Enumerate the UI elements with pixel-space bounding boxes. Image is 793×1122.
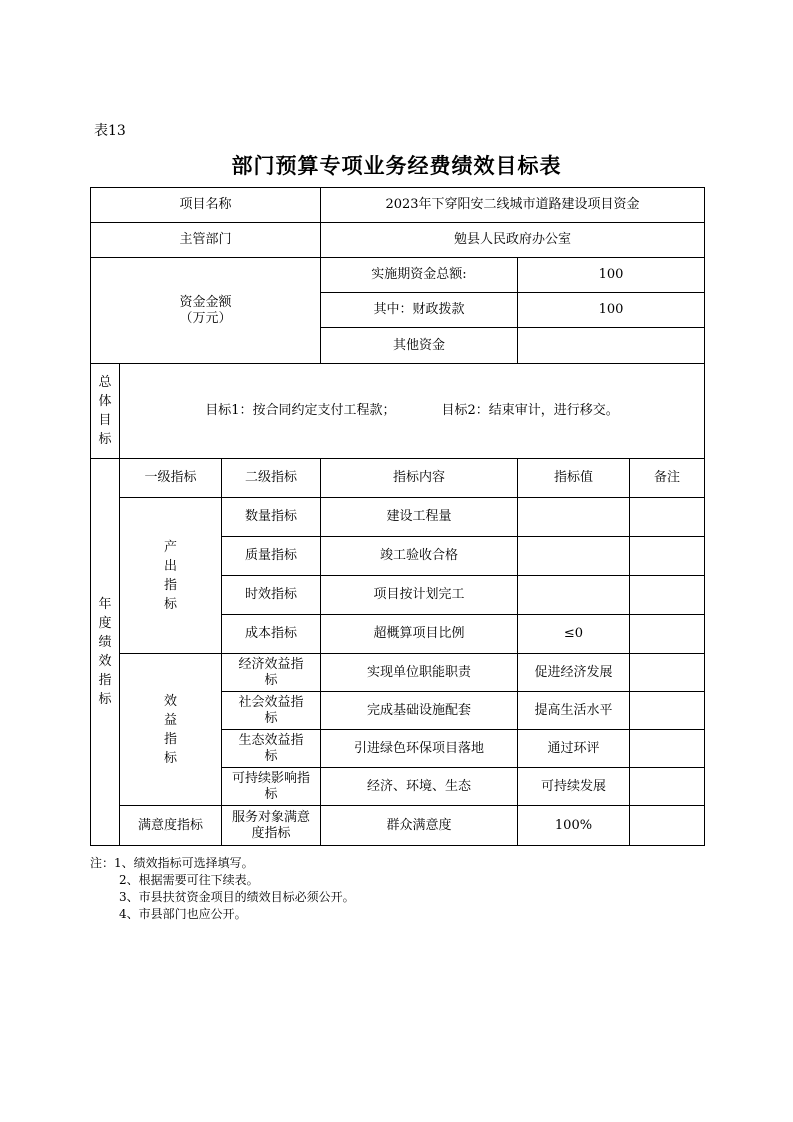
remark-cell — [630, 730, 705, 768]
level2-cell — [222, 692, 321, 730]
department-row — [91, 223, 705, 258]
funds-other-label: 其他资金 — [321, 328, 518, 364]
remark-cell — [630, 537, 705, 576]
content-cell: 项目按计划完工 — [321, 576, 518, 615]
project-name-row — [91, 188, 705, 223]
level2-text: 可持续影响指标 — [231, 770, 310, 802]
annual-indicator-label-cell — [91, 459, 120, 846]
overall-goal-row — [91, 364, 705, 459]
header-level1: 一级指标 — [120, 459, 222, 498]
level2-text: 生态效益指标 — [238, 732, 304, 764]
content-cell: 经济、环境、生态 — [321, 768, 518, 806]
value-cell: 通过环评 — [518, 730, 630, 768]
level2-cell: 质量指标 — [222, 537, 321, 576]
level2-text: 社会效益指标 — [238, 694, 304, 726]
content-cell: 群众满意度 — [321, 806, 518, 846]
header-value: 指标值 — [518, 459, 630, 498]
overall-goal-content — [120, 364, 705, 459]
benefit-indicator-label: 效益指标 — [164, 693, 178, 766]
performance-target-table — [90, 187, 705, 846]
annual-indicator-label: 年度绩效指标 — [98, 597, 112, 707]
output-indicator-label: 产出指标 — [164, 539, 178, 612]
note-line: 2、根据需要可往下续表。 — [119, 873, 259, 887]
remark-cell — [630, 615, 705, 654]
funds-label: 资金金额 — [179, 294, 232, 310]
funds-other-value — [518, 328, 705, 364]
remark-cell — [630, 692, 705, 730]
table-row — [91, 654, 705, 692]
notes — [90, 855, 355, 923]
note-line: 注：1、绩效指标可选择填写。 — [90, 856, 254, 870]
document-title: 部门预算专项业务经费绩效目标表 — [231, 154, 562, 178]
value-cell — [518, 537, 630, 576]
value-cell: 100% — [518, 806, 630, 846]
funds-total-label: 实施期资金总额: — [321, 258, 518, 293]
level2-text: 经济效益指标 — [238, 656, 304, 688]
level2-cell — [222, 768, 321, 806]
content-cell: 建设工程量 — [321, 498, 518, 537]
funds-unit: （万元） — [179, 310, 232, 326]
content-cell: 竣工验收合格 — [321, 537, 518, 576]
note-line: 4、市县部门也应公开。 — [119, 907, 247, 921]
value-cell — [518, 498, 630, 537]
goal-2: 目标2：结束审计，进行移交。 — [441, 403, 619, 418]
level2-cell — [222, 730, 321, 768]
level2-cell — [222, 654, 321, 692]
header-remark: 备注 — [630, 459, 705, 498]
satisfaction-row — [91, 806, 705, 846]
remark-cell — [630, 498, 705, 537]
remark-cell — [630, 654, 705, 692]
department-value: 勉县人民政府办公室 — [321, 223, 705, 258]
satisfaction-label: 满意度指标 — [120, 806, 222, 846]
level2-text: 服务对象满意度指标 — [231, 809, 310, 841]
goal-1: 目标1：按合同约定支付工程款； — [205, 403, 396, 418]
indicator-header-row — [91, 459, 705, 498]
header-level2: 二级指标 — [222, 459, 321, 498]
level2-cell — [222, 806, 321, 846]
value-cell: 促进经济发展 — [518, 654, 630, 692]
header-content: 指标内容 — [321, 459, 518, 498]
output-indicator-label-cell — [120, 498, 222, 654]
remark-cell — [630, 806, 705, 846]
project-name-label: 项目名称 — [91, 188, 321, 223]
content-cell: 实现单位职能职责 — [321, 654, 518, 692]
funds-fiscal-label: 其中：财政拨款 — [321, 293, 518, 328]
value-cell: ≤0 — [518, 615, 630, 654]
remark-cell — [630, 576, 705, 615]
funds-total-value: 100 — [518, 258, 705, 293]
value-cell: 可持续发展 — [518, 768, 630, 806]
overall-goal-label-cell — [91, 364, 120, 459]
note-line: 3、市县扶贫资金项目的绩效目标必须公开。 — [119, 890, 355, 904]
level2-cell: 数量指标 — [222, 498, 321, 537]
benefit-indicator-label-cell — [120, 654, 222, 806]
level2-cell: 成本指标 — [222, 615, 321, 654]
project-name-value: 2023年下穿阳安二线城市道路建设项目资金 — [321, 188, 705, 223]
overall-goal-label: 总体目标 — [98, 375, 112, 447]
funds-total-row — [91, 258, 705, 293]
content-cell: 引进绿色环保项目落地 — [321, 730, 518, 768]
department-label: 主管部门 — [91, 223, 321, 258]
content-cell: 超概算项目比例 — [321, 615, 518, 654]
value-cell: 提高生活水平 — [518, 692, 630, 730]
remark-cell — [630, 768, 705, 806]
content-cell: 完成基础设施配套 — [321, 692, 518, 730]
table-number: 表13 — [94, 123, 126, 139]
funds-fiscal-value: 100 — [518, 293, 705, 328]
value-cell — [518, 576, 630, 615]
funds-label-cell — [91, 258, 321, 364]
table-row — [91, 498, 705, 537]
level2-cell: 时效指标 — [222, 576, 321, 615]
